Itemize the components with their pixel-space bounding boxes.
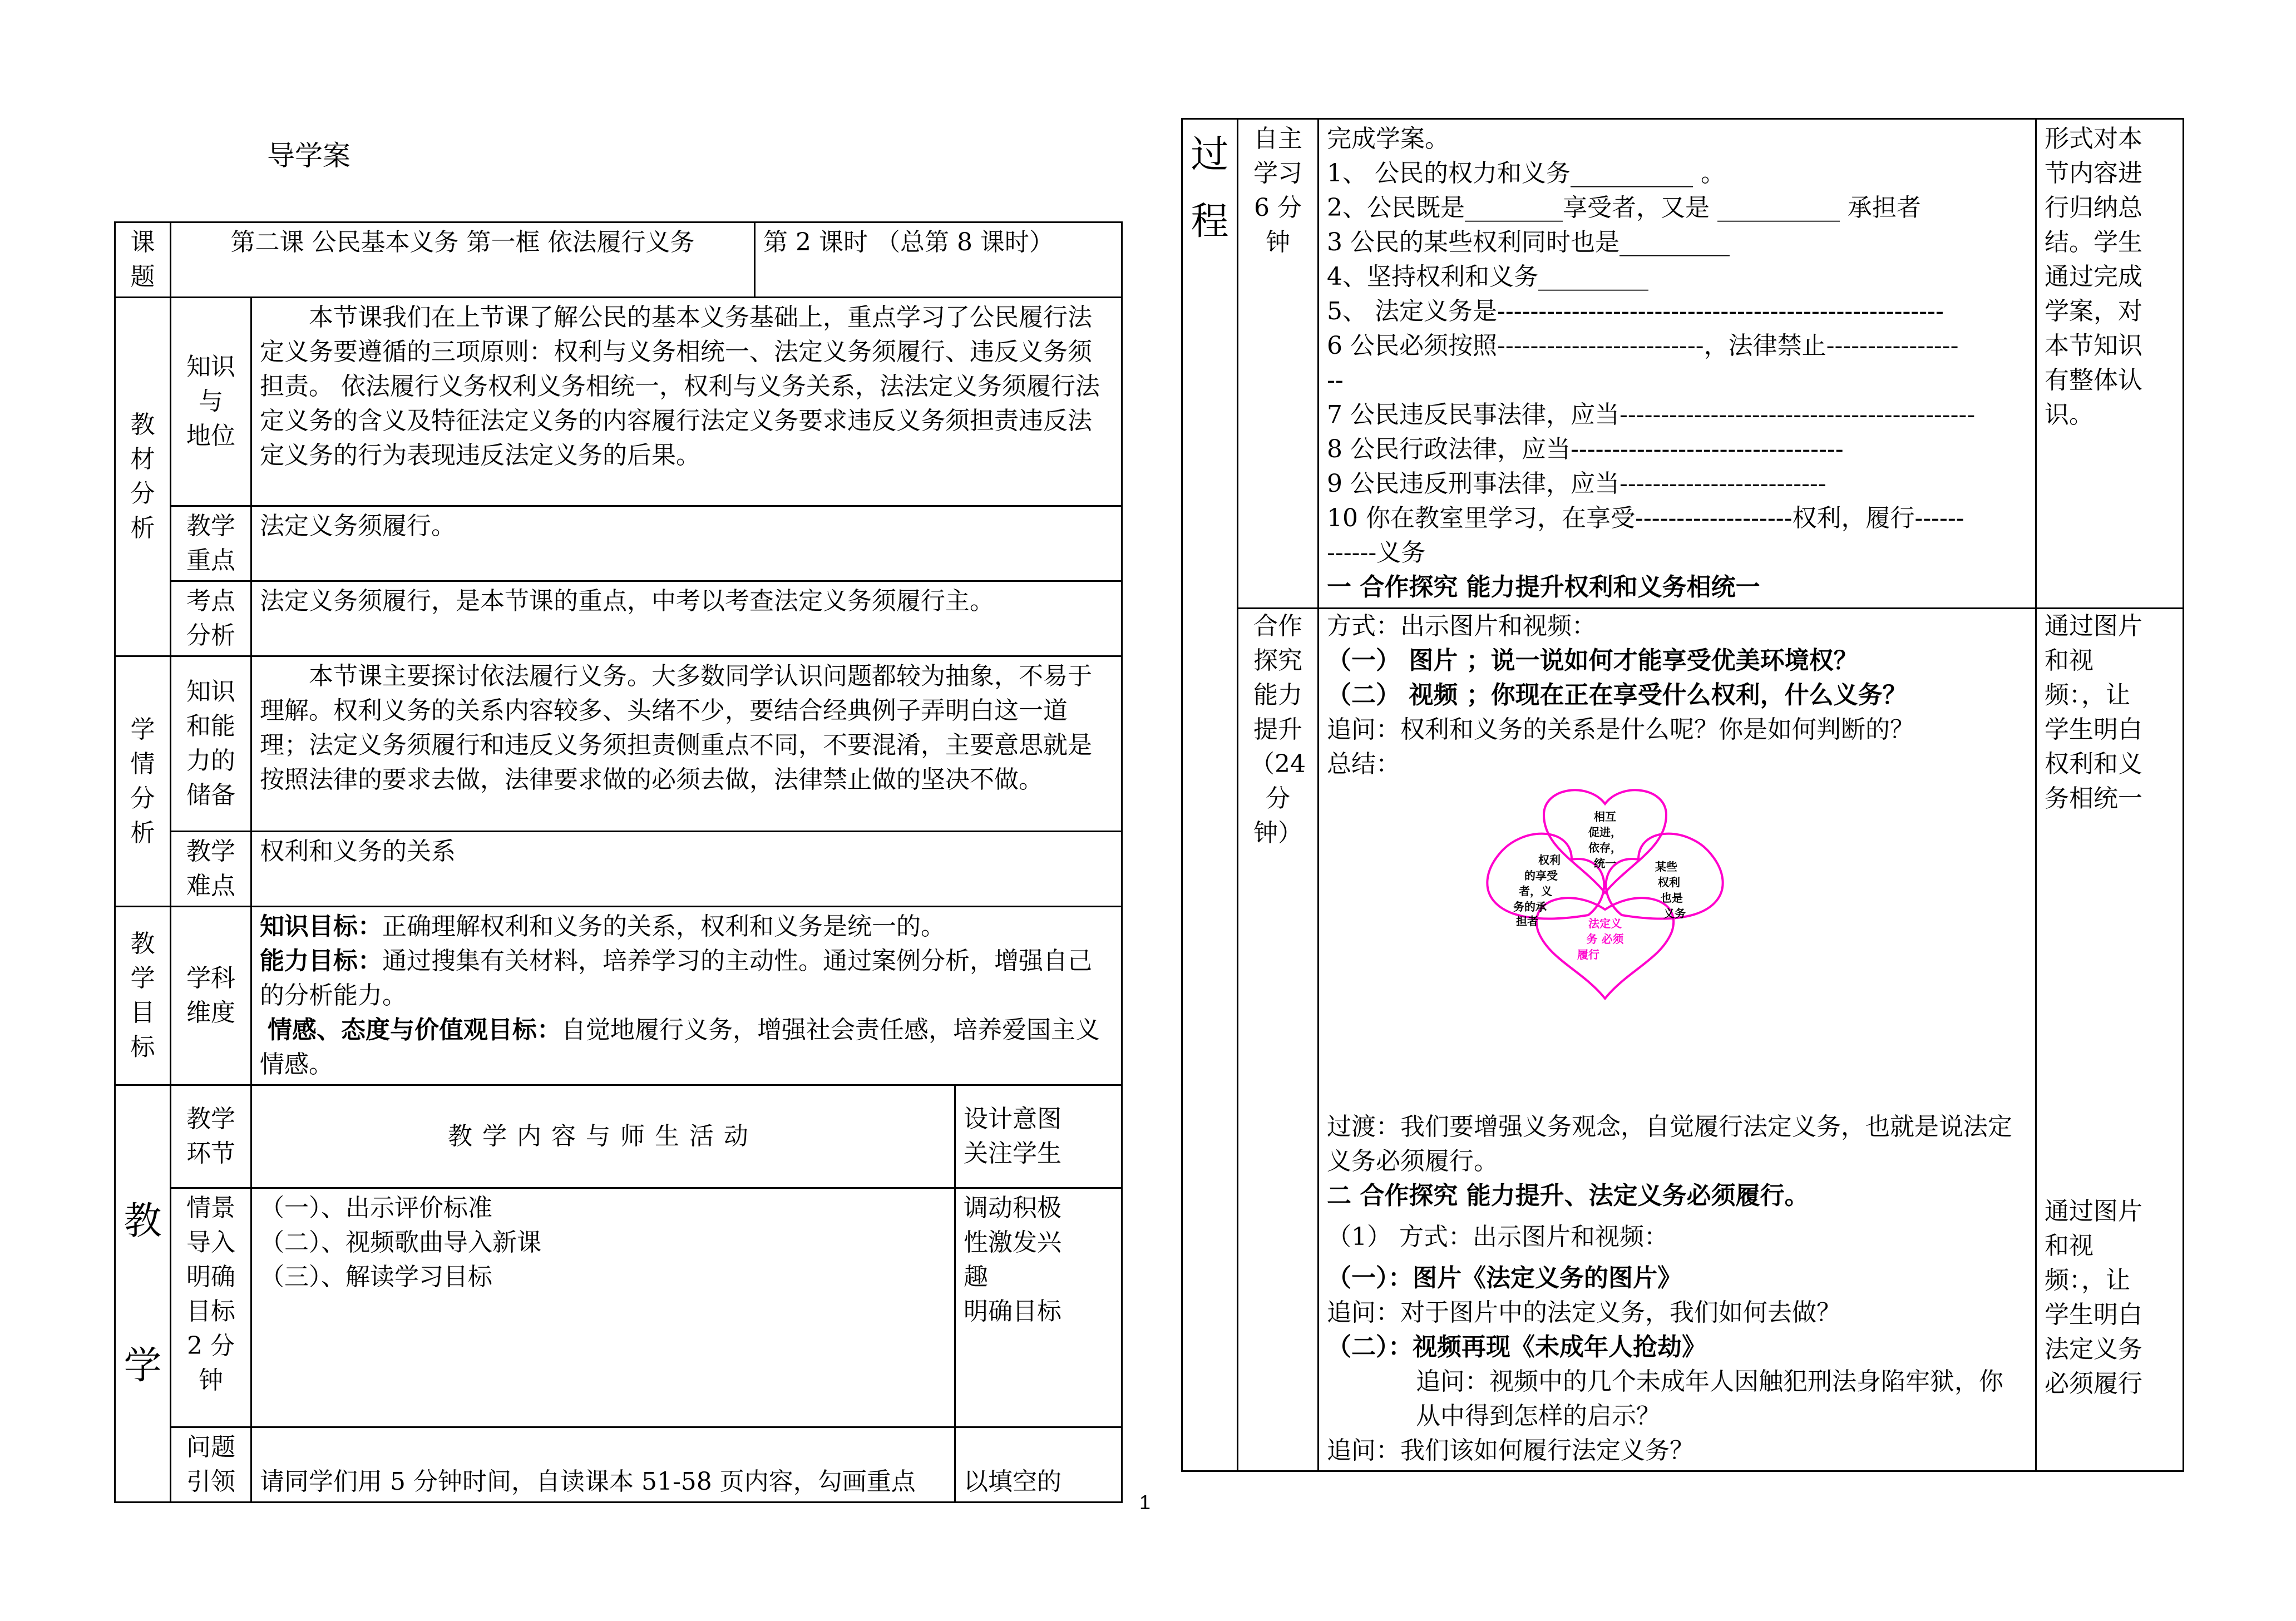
diagram-top-text: 统一: [1594, 857, 1616, 870]
knowledge-position-label: 知识 与 地位: [171, 298, 251, 506]
coop2-question-1: （一）：图片《法定义务的图片》: [1327, 1264, 1682, 1292]
ability-goal: 能力目标：通过搜集有关材料，培养学习的主动性。通过案例分析，增强自己的分析能力。: [260, 947, 1092, 1010]
self-study-line: 8 公民行政法律，应当---------------------------------: [1327, 435, 1844, 463]
self-study-design: 形式对本 节内容进 行归纳总 结。学生 通过完成 学案，对 本节知识 有整体认 识。: [2036, 119, 2184, 609]
document-title: 导学案: [267, 140, 350, 172]
self-study-line: 6 公民必须按照-------------------------，法律禁止----------------: [1327, 332, 1959, 360]
coop1-design: 通过图片 和视 频：，让 学生明白 权利和义 务相统一: [2045, 612, 2142, 813]
coop2-design: 通过图片 和视 频：，让 学生明白 法定义务 必须履行: [2045, 1197, 2142, 1398]
coop1-question-1: （一） 图片 ；说一说如何才能享受优美环境权？: [1327, 646, 1858, 675]
teaching-difficulty-text: 权利和义务的关系: [251, 832, 1122, 907]
exam-point-label: 考点 分析: [171, 581, 251, 656]
coop1-title: 一 合作探究 能力提升权利和义务相统一: [1327, 573, 1760, 601]
self-study-line: 9 公民违反刑事法律，应当-------------------------: [1327, 470, 1826, 498]
page-number: 1: [1139, 1491, 1151, 1514]
diagram-bottom-text: 务 必须: [1586, 932, 1624, 946]
cooperation-content: [1319, 609, 2036, 1471]
teaching-focus-text: 法定义务须履行。: [251, 506, 1122, 581]
intro-design: 调动积极 性激发兴 趣 明确目标: [955, 1188, 1122, 1427]
step-label-header: 教学 环节: [171, 1085, 251, 1188]
cooperation-label: 合作 探究 能力 提升 （24 分 钟）: [1238, 609, 1319, 1471]
coop2-method: （1） 方式：出示图片和视频：: [1327, 1223, 1668, 1251]
intro-step-label: 情景 导入 明确 目标 2 分 钟: [171, 1188, 251, 1427]
diagram-top-text: 促进，: [1588, 826, 1622, 839]
diagram-top-text: 相互: [1594, 810, 1616, 823]
subject-dimension-label: 学科 维度: [171, 907, 251, 1085]
guide-design: 以填空的: [955, 1427, 1122, 1503]
content-activity-header: 教学内容与师生活动: [251, 1085, 955, 1188]
cooperation-design: [2036, 609, 2184, 1471]
self-study-line: 2、公民既是________享受者，又是 __________ 承担者: [1327, 194, 1921, 222]
self-study-line: 4、坚持权利和义务_________: [1327, 263, 1648, 291]
diagram-left-text: 的享受: [1524, 869, 1558, 882]
self-study-line: --: [1327, 366, 1344, 394]
textbook-analysis-label: 教 材 分 析: [115, 298, 171, 656]
self-study-line: 1、 公民的权力和义务__________ 。: [1327, 159, 1725, 187]
lesson-title: 第二课 公民基本义务 第一框 依法履行义务: [171, 223, 755, 298]
exam-point-text: 法定义务须履行，是本节课的重点，中考以考查法定义务须履行主。: [251, 581, 1122, 656]
diagram-right-text: 权利: [1658, 876, 1680, 889]
design-intent-header: 设计意图 关注学生: [955, 1085, 1122, 1188]
intro-content: [251, 1188, 955, 1427]
lesson-period: 第 2 课时 （总第 8 课时）: [755, 223, 1122, 298]
self-study-line: 3 公民的某些权利同时也是_________: [1327, 228, 1730, 256]
diagram-right-text: 义务: [1663, 907, 1686, 920]
diagram-bottom-text: 法定义: [1588, 917, 1622, 930]
coop2-follow-up-1: 追问：对于图片中的法定义务，我们如何去做？: [1327, 1298, 1841, 1327]
self-study-line: 7 公民违反民事法律，应当-------------------------------------------: [1327, 401, 1976, 429]
diagram-left-text: 担者: [1516, 915, 1538, 928]
coop1-summary: 总结：: [1327, 750, 1400, 778]
topic-label: 课 题: [115, 223, 171, 298]
diagram-left-text: 者，义: [1519, 884, 1552, 898]
diagram-left-text: 务的承: [1513, 900, 1547, 913]
coop2-follow-up-3: 追问：我们该如何履行法定义务？: [1327, 1436, 1694, 1465]
diagram-left-text: 权利: [1538, 853, 1561, 867]
prior-knowledge-text: 本节课主要探讨依法履行义务。大多数同学认识问题都较为抽象，不易于理解。权利义务的关系内容较多、头绪不少，要结合经典例子弄明白这一道理；法定义务须履行和违反义务须担责侧重点不同，不要混淆，主要意思就是按照法律的要求去做，法律要求做的必须去做，法律禁止做的坚决不做。: [251, 656, 1122, 832]
self-study-line: ------义务: [1327, 538, 1426, 567]
diagram-right-text: 也是: [1661, 891, 1683, 905]
knowledge-position-text: 本节课我们在上节课了解公民的基本义务基础上，重点学习了公民履行法定义务要遵循的三项原则：权利与义务相统一、法定义务须履行、违反义务须担责。 依法履行义务权利义务相统一，权利与义务关系，法法定义务须履行法定义务的含义及特征法定义务的内容履行法定义务要求违反义务须担责违反法定义务的行为表现违反法定义务的后果。: [251, 298, 1122, 506]
lesson-plan-table-left: [114, 221, 1123, 1503]
coop2-follow-up-2: 追问：视频中的几个未成年人因触犯刑法身陷牢狱，你从中得到怎样的启示？: [1416, 1367, 2003, 1430]
self-study-content: [1319, 119, 2036, 609]
teaching-process-label-right: 过 程: [1182, 119, 1238, 1471]
diagram-bottom-text: 履行: [1577, 948, 1599, 961]
teaching-goals-content: [251, 907, 1122, 1085]
self-study-line: 完成学案。: [1327, 125, 1449, 153]
diagram-right-text: 某些: [1655, 860, 1677, 873]
intro-item: （二）、视频歌曲导入新课: [260, 1228, 541, 1257]
self-study-line: 5、 法定义务是------------------------------------------------------: [1327, 297, 1944, 325]
heart-bottom: [1537, 898, 1673, 999]
rights-duties-heart-diagram: [1327, 782, 2028, 1082]
self-study-line: 10 你在教室里学习，在享受-------------------权利，履行------: [1327, 504, 1964, 532]
self-study-label: 自主 学习 6 分 钟: [1238, 119, 1319, 609]
prior-knowledge-label: 知识 和能 力的 储备: [171, 656, 251, 832]
coop1-question-2: （二） 视频 ；你现在正在享受什么权利，什么义务？: [1327, 681, 1907, 709]
coop1-method: 方式：出示图片和视频：: [1327, 612, 1596, 640]
guide-text: 请同学们用 5 分钟时间，自读课本 51-58 页内容，勾画重点: [251, 1427, 955, 1503]
coop1-follow-up: 追问：权利和义务的关系是什么呢？你是如何判断的？: [1327, 715, 1914, 744]
coop2-question-2: （二）：视频再现《未成年人抢劫》: [1327, 1333, 1706, 1361]
teaching-goals-label: 教 学 目 标: [115, 907, 171, 1085]
intro-item: （三）、解读学习目标: [260, 1263, 492, 1291]
knowledge-goal: 知识目标：正确理解权利和义务的关系，权利和义务是统一的。: [260, 912, 945, 941]
intro-item: （一）、出示评价标准: [260, 1194, 492, 1222]
lesson-plan-table-right: [1181, 118, 2184, 1472]
teaching-difficulty-label: 教学 难点: [171, 832, 251, 907]
diagram-top-text: 依存，: [1588, 841, 1622, 854]
guide-step-label: 问题 引领: [171, 1427, 251, 1503]
teaching-focus-label: 教学 重点: [171, 506, 251, 581]
student-analysis-label: 学 情 分 析: [115, 656, 171, 907]
transition-text: 过渡：我们要增强义务观念，自觉履行法定义务，也就是说法定义务必须履行。: [1327, 1113, 2012, 1175]
coop2-title: 二 合作探究 能力提升、法定义务必须履行。: [1327, 1182, 1809, 1210]
emotion-goal: 情感、态度与价值观目标：自觉地履行义务，增强社会责任感，培养爱国主义情感。: [260, 1016, 1100, 1079]
teaching-process-label-left: 教 学: [115, 1085, 171, 1503]
